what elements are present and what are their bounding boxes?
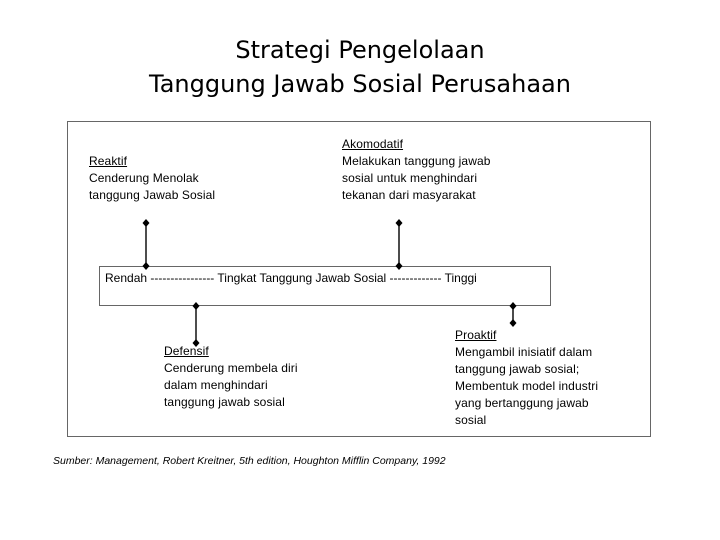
proaktif-line: sosial bbox=[455, 413, 487, 427]
source-citation: Sumber: Management, Robert Kreitner, 5th edition, Houghton Mifflin Company, 1992 bbox=[53, 455, 446, 467]
defensif-block bbox=[164, 343, 298, 411]
reaktif-top-marker bbox=[143, 219, 150, 227]
reaktif-line: Cenderung Menolak bbox=[89, 171, 199, 185]
proaktif-block bbox=[455, 327, 598, 429]
reaktif-bottom-marker bbox=[143, 262, 150, 270]
akomodatif-heading: Akomodatif bbox=[342, 137, 404, 151]
title-line-2: Tanggung Jawab Sosial Perusahaan bbox=[149, 70, 571, 98]
proaktif-top-marker bbox=[510, 302, 517, 310]
akomodatif-block bbox=[342, 136, 491, 204]
proaktif-line: tanggung jawab sosial; bbox=[455, 362, 580, 376]
akomodatif-line: tekanan dari masyarakat bbox=[342, 188, 476, 202]
proaktif-line: Mengambil inisiatif dalam bbox=[455, 345, 593, 359]
defensif-top-marker bbox=[193, 302, 200, 310]
akomodatif-bottom-marker bbox=[396, 262, 403, 270]
responsibility-scale-label: Rendah ---------------- Tingkat Tanggung Jawab Sosial ------------- Tinggi bbox=[105, 271, 477, 285]
title-line-1: Strategi Pengelolaan bbox=[235, 36, 485, 64]
reaktif-heading: Reaktif bbox=[89, 154, 128, 168]
proaktif-line: yang bertanggung jawab bbox=[455, 396, 589, 410]
defensif-line: Cenderung membela diri bbox=[164, 361, 298, 375]
defensif-heading: Defensif bbox=[164, 344, 209, 358]
defensif-line: dalam menghindari bbox=[164, 378, 268, 392]
akomodatif-top-marker bbox=[396, 219, 403, 227]
reaktif-block bbox=[89, 153, 215, 204]
proaktif-bottom-marker bbox=[510, 319, 517, 327]
proaktif-heading: Proaktif bbox=[455, 328, 497, 342]
proaktif-line: Membentuk model industri bbox=[455, 379, 599, 393]
defensif-line: tanggung jawab sosial bbox=[164, 395, 285, 409]
reaktif-line: tanggung Jawab Sosial bbox=[89, 188, 216, 202]
akomodatif-line: sosial untuk menghindari bbox=[342, 171, 478, 185]
akomodatif-line: Melakukan tanggung jawab bbox=[342, 154, 491, 168]
